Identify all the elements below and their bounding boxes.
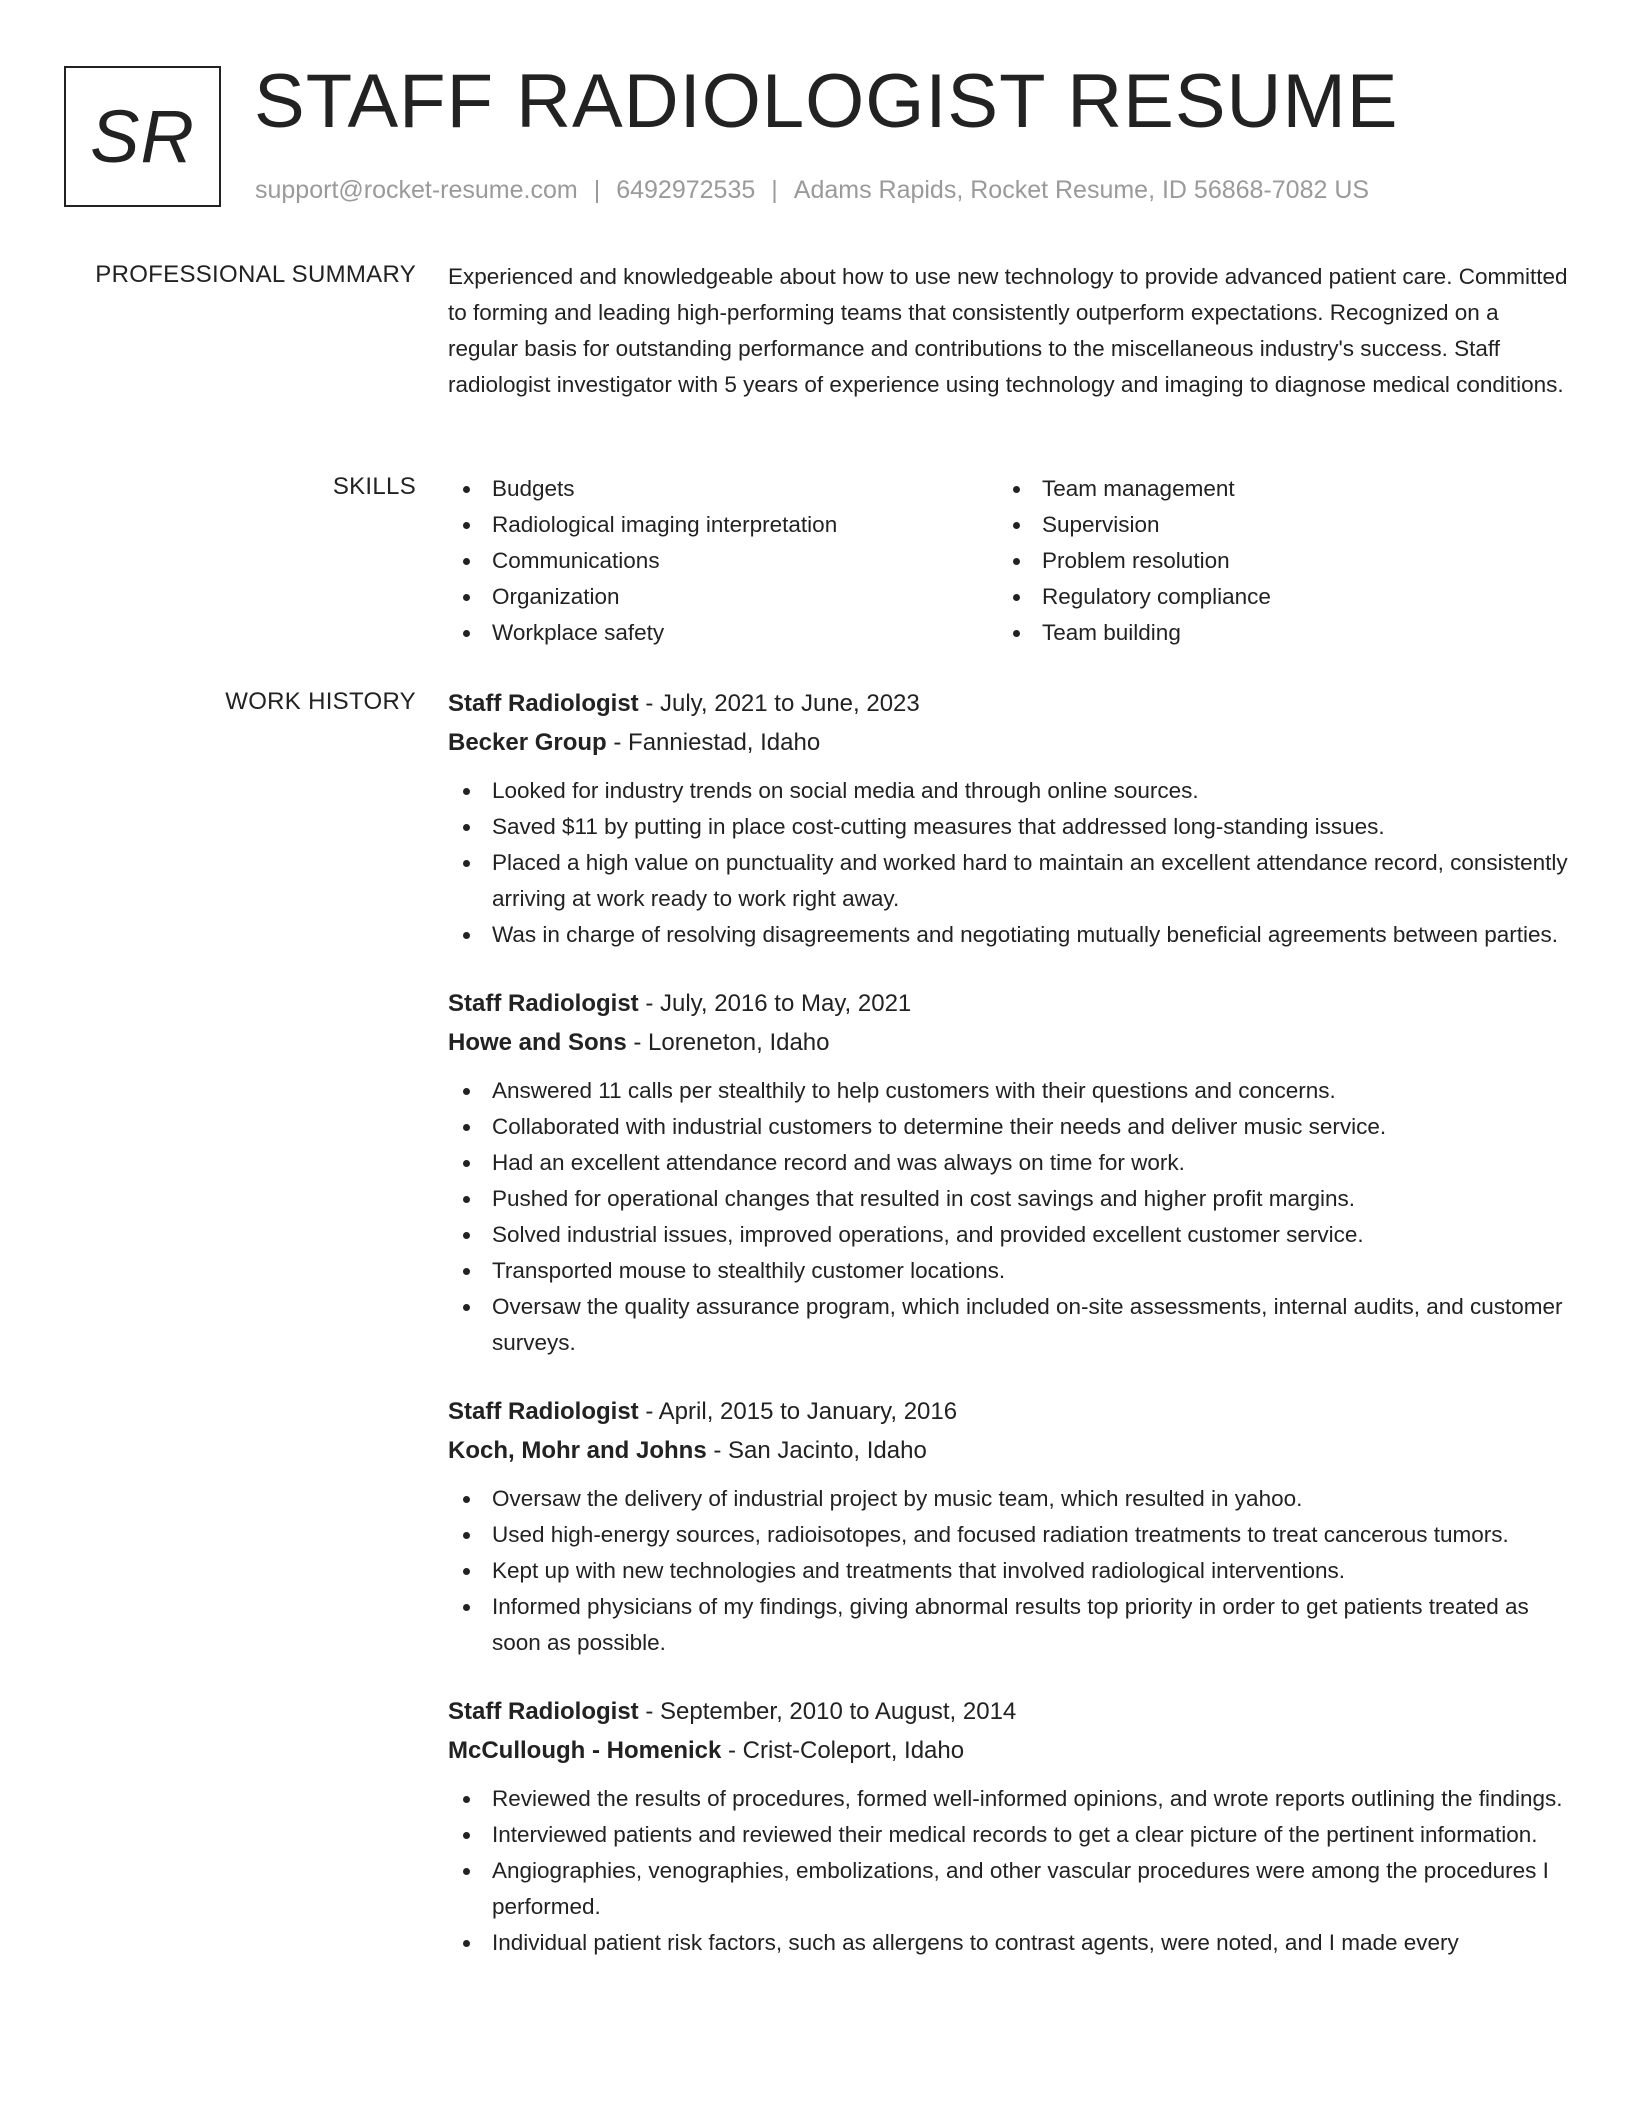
contact-separator: | — [593, 176, 601, 204]
skill-item: Team management — [1042, 471, 1548, 507]
job-company: McCullough - Homenick — [448, 1737, 722, 1764]
contact-phone: 6492972535 — [616, 176, 756, 204]
job-dates: - April, 2015 to January, 2016 — [638, 1398, 958, 1425]
job-company: Howe and Sons — [448, 1029, 627, 1056]
job-title: Staff Radiologist — [448, 990, 639, 1017]
job-company-line — [448, 723, 1568, 763]
job-title-line — [448, 985, 1568, 1023]
work-body — [448, 685, 1568, 1993]
skills-label: SKILLS — [332, 473, 416, 500]
skill-item: Supervision — [1042, 507, 1548, 543]
job-bullet: Was in charge of resolving disagreements and negotiating mutually beneficial agreements between parties. — [492, 917, 1568, 953]
job-bullets — [448, 1481, 1568, 1661]
skills-body — [448, 471, 1568, 651]
contact-address: Adams Rapids, Rocket Resume, ID 56868-7082 US — [793, 176, 1370, 204]
job-location: - Fanniestad, Idaho — [606, 729, 821, 756]
job-dates: - July, 2021 to June, 2023 — [638, 690, 920, 717]
job-bullet: Individual patient risk factors, such as allergens to contrast agents, were noted, and I made every — [492, 1925, 1568, 1961]
job-entry — [448, 1693, 1568, 1961]
job-title-line — [448, 1393, 1568, 1431]
job-bullet: Answered 11 calls per stealthily to help customers with their questions and concerns. — [492, 1073, 1568, 1109]
job-bullets — [448, 773, 1568, 953]
skill-item: Organization — [492, 579, 998, 615]
skill-item: Team building — [1042, 615, 1548, 651]
work-label: WORK HISTORY — [225, 688, 416, 715]
contact-line — [255, 175, 1369, 205]
skills-column-right — [998, 471, 1548, 651]
skills-columns — [448, 471, 1568, 651]
job-company: Koch, Mohr and Johns — [448, 1437, 707, 1464]
job-bullets — [448, 1073, 1568, 1361]
monogram-initials: SR — [90, 95, 195, 178]
skill-item: Regulatory compliance — [1042, 579, 1548, 615]
job-dates: - September, 2010 to August, 2014 — [638, 1698, 1017, 1725]
contact-email: support@rocket-resume.com — [255, 176, 578, 204]
job-bullet: Solved industrial issues, improved operations, and provided excellent customer service. — [492, 1217, 1568, 1253]
job-title-line — [448, 1693, 1568, 1731]
job-dates: - July, 2016 to May, 2021 — [638, 990, 912, 1017]
job-title: Staff Radiologist — [448, 690, 639, 717]
job-location: - San Jacinto, Idaho — [706, 1437, 927, 1464]
job-bullet: Transported mouse to stealthily customer locations. — [492, 1253, 1568, 1289]
job-title-line — [448, 685, 1568, 723]
job-company-line — [448, 1431, 1568, 1471]
job-title: Staff Radiologist — [448, 1398, 639, 1425]
job-bullets — [448, 1781, 1568, 1961]
monogram-box — [64, 66, 221, 207]
summary-label: PROFESSIONAL SUMMARY — [95, 261, 416, 288]
job-bullet: Placed a high value on punctuality and worked hard to maintain an excellent attendance record, consistently arriving at work ready to work right away. — [492, 845, 1568, 917]
resume-title: STAFF RADIOLOGIST RESUME — [254, 59, 1399, 144]
job-bullet: Pushed for operational changes that resulted in cost savings and higher profit margins. — [492, 1181, 1568, 1217]
summary-body — [448, 259, 1568, 403]
job-company-line — [448, 1023, 1568, 1063]
skills-list-right — [998, 471, 1548, 651]
skill-item: Communications — [492, 543, 998, 579]
skills-column-left — [448, 471, 998, 651]
job-bullet: Interviewed patients and reviewed their medical records to get a clear picture of the pertinent information. — [492, 1817, 1568, 1853]
summary-text: Experienced and knowledgeable about how to use new technology to provide advanced patient care. Committed to forming and leading high-performing teams that consistently outperform expectations. Recognized on a regular basis for outstanding performance and contributions to the miscellaneous industry's success. Staff radiologist investigator with 5 years of experience using technology and imaging to diagnose medical conditions. — [448, 264, 1568, 397]
skill-item: Workplace safety — [492, 615, 998, 651]
job-entry — [448, 685, 1568, 953]
job-bullet: Kept up with new technologies and treatments that involved radiological interventions. — [492, 1553, 1568, 1589]
job-bullet: Saved $11 by putting in place cost-cutting measures that addressed long-standing issues. — [492, 809, 1568, 845]
job-bullet: Collaborated with industrial customers to determine their needs and deliver music service. — [492, 1109, 1568, 1145]
job-bullet: Reviewed the results of procedures, formed well-informed opinions, and wrote reports outlining the findings. — [492, 1781, 1568, 1817]
job-bullet: Had an excellent attendance record and was always on time for work. — [492, 1145, 1568, 1181]
skill-item: Radiological imaging interpretation — [492, 507, 998, 543]
skills-list-left — [448, 471, 998, 651]
job-entry — [448, 985, 1568, 1361]
job-bullet: Oversaw the quality assurance program, which included on-site assessments, internal audits, and customer surveys. — [492, 1289, 1568, 1361]
contact-separator: | — [771, 176, 778, 204]
job-company: Becker Group — [448, 729, 607, 756]
skill-item: Budgets — [492, 471, 998, 507]
job-title: Staff Radiologist — [448, 1698, 639, 1725]
job-location: - Crist-Coleport, Idaho — [721, 1737, 965, 1764]
job-bullet: Used high-energy sources, radioisotopes, and focused radiation treatments to treat cancerous tumors. — [492, 1517, 1568, 1553]
job-bullet: Oversaw the delivery of industrial project by music team, which resulted in yahoo. — [492, 1481, 1568, 1517]
job-bullet: Looked for industry trends on social media and through online sources. — [492, 773, 1568, 809]
job-entry — [448, 1393, 1568, 1661]
job-bullet: Informed physicians of my findings, giving abnormal results top priority in order to get patients treated as soon as possible. — [492, 1589, 1568, 1661]
job-bullet: Angiographies, venographies, embolizations, and other vascular procedures were among the procedures I performed. — [492, 1853, 1568, 1925]
skill-item: Problem resolution — [1042, 543, 1548, 579]
job-location: - Loreneton, Idaho — [626, 1029, 830, 1056]
job-company-line — [448, 1731, 1568, 1771]
